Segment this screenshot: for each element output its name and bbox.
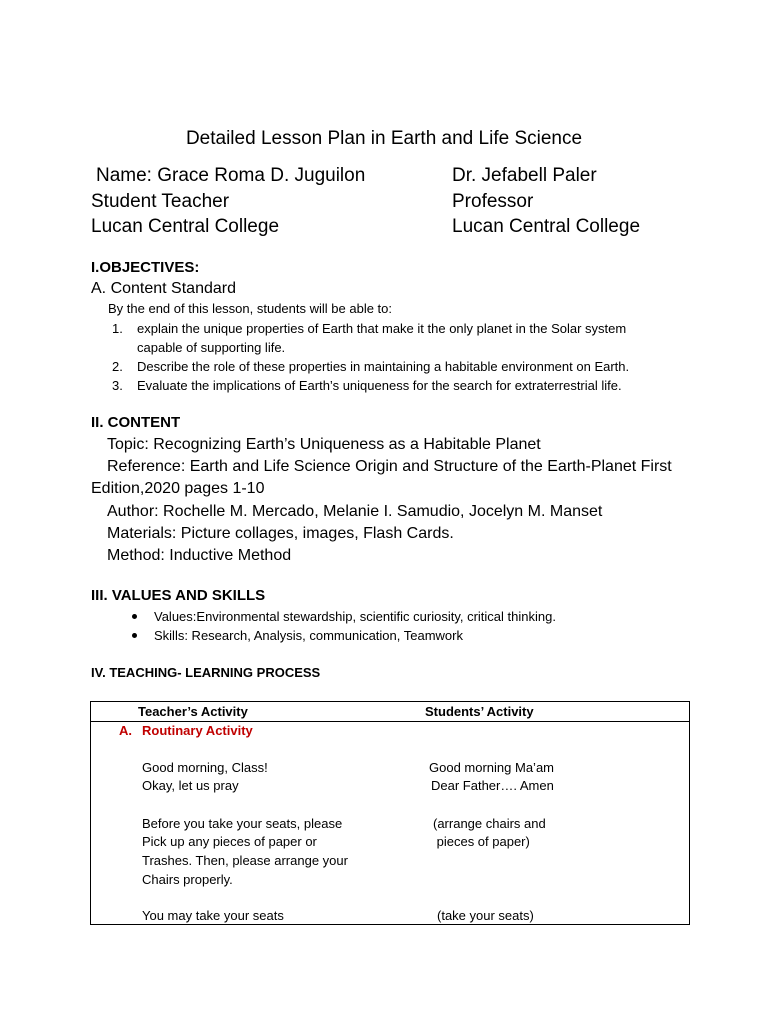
professor-role: Professor (452, 190, 534, 212)
table-header-row (91, 702, 689, 722)
process-heading: IV. TEACHING- LEARNING PROCESS (91, 665, 321, 680)
objective-number: 1. (112, 321, 123, 336)
objective-number: 3. (112, 378, 123, 393)
teacher-line: You may take your seats (142, 908, 284, 923)
routinary-activity-title: Routinary Activity (142, 723, 253, 738)
content-reference-continued: Edition,2020 pages 1-10 (91, 480, 265, 497)
student-name: Name: Grace Roma D. Juguilon (96, 165, 366, 186)
students-activity-header: Students’ Activity (425, 704, 534, 719)
content-materials: Materials: Picture collages, images, Flash Cards. (107, 525, 454, 542)
objective-text: Describe the role of these properties in maintaining a habitable environment on Earth. (137, 359, 630, 374)
objectives-intro: By the end of this lesson, students will be able to: (108, 301, 393, 316)
content-topic: Topic: Recognizing Earth’s Uniqueness as a Habitable Planet (107, 436, 541, 453)
teacher-line: Good morning, Class! (142, 760, 268, 775)
objective-number: 2. (112, 359, 123, 374)
student-line: pieces of paper) (433, 834, 530, 849)
content-reference: Reference: Earth and Life Science Origin and Structure of the Earth-Planet First (107, 458, 672, 475)
document-title: Detailed Lesson Plan in Earth and Life Science (185, 128, 583, 149)
student-line: Good morning Ma’am (429, 760, 554, 775)
objective-text-continued: capable of supporting life. (137, 340, 286, 355)
student-line: Dear Father…. Amen (431, 778, 554, 793)
objective-item (107, 376, 687, 395)
content-method: Method: Inductive Method (107, 547, 292, 564)
objective-item (107, 357, 687, 376)
objective-text: explain the unique properties of Earth that make it the only planet in the Solar system (137, 321, 627, 336)
section-letter: A. (119, 723, 132, 738)
objectives-list (107, 319, 687, 395)
values-list (126, 607, 556, 645)
header-right-block (452, 163, 640, 240)
teacher-activity-header: Teacher’s Activity (138, 704, 248, 719)
student-line: (arrange chairs and (433, 816, 546, 831)
activity-table (90, 701, 690, 925)
skills-item: Skills: Research, Analysis, communication, Teamwork (126, 626, 556, 645)
content-standard-subheading: A. Content Standard (91, 280, 236, 297)
teacher-line: Before you take your seats, please (142, 816, 343, 831)
objective-item (107, 319, 687, 357)
values-item: Values:Environmental stewardship, scientific curiosity, critical thinking. (126, 607, 556, 626)
student-school: Lucan Central College (91, 216, 280, 237)
teacher-line: Chairs properly. (142, 872, 233, 887)
content-heading: II. CONTENT (91, 414, 181, 431)
values-heading: III. VALUES AND SKILLS (91, 587, 266, 604)
teacher-line: Trashes. Then, please arrange your (142, 853, 348, 868)
teacher-line: Pick up any pieces of paper or (142, 834, 317, 849)
professor-name: Dr. Jefabell Paler (452, 165, 597, 186)
header-left-block (91, 163, 365, 240)
student-role: Student Teacher (91, 190, 230, 212)
professor-school: Lucan Central College (452, 216, 641, 237)
student-line: (take your seats) (437, 908, 534, 923)
objectives-heading: I.OBJECTIVES: (91, 259, 200, 276)
teacher-line: Okay, let us pray (142, 778, 239, 793)
objective-text: Evaluate the implications of Earth’s uniqueness for the search for extraterrestrial life. (137, 378, 622, 393)
content-author: Author: Rochelle M. Mercado, Melanie I. Samudio, Jocelyn M. Manset (107, 503, 603, 520)
